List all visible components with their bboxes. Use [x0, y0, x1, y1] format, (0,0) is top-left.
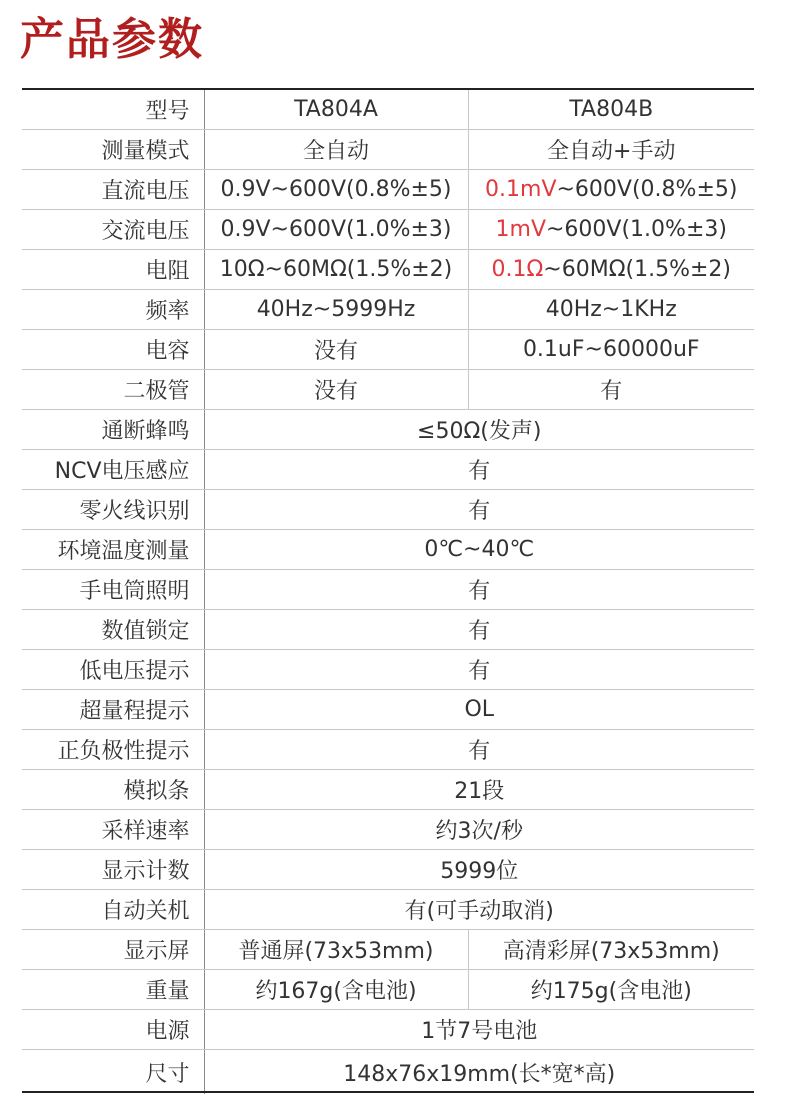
model-b-value — [468, 170, 754, 210]
table-row — [22, 770, 754, 810]
table-row — [22, 1010, 754, 1050]
row-label: 二极管 — [22, 370, 204, 410]
table-row — [22, 450, 754, 490]
table-row — [22, 730, 754, 770]
row-label: 显示屏 — [22, 930, 204, 970]
table-row — [22, 170, 754, 210]
table-row — [22, 650, 754, 690]
table-row — [22, 410, 754, 450]
row-label: 正负极性提示 — [22, 730, 204, 770]
page-title: 产品参数 — [20, 14, 204, 65]
table-row — [22, 1050, 754, 1095]
row-label: 自动关机 — [22, 890, 204, 930]
model-a-header: TA804A — [204, 90, 468, 130]
table-row — [22, 690, 754, 730]
row-label: 电容 — [22, 330, 204, 370]
model-b-value: 有 — [468, 370, 754, 410]
row-label: 数值锁定 — [22, 610, 204, 650]
shared-value: ≤50Ω(发声) — [204, 410, 754, 450]
highlight-text: 0.1Ω — [491, 257, 544, 282]
model-b-header: TA804B — [468, 90, 754, 130]
shared-value: 有(可手动取消) — [204, 890, 754, 930]
model-b-value — [468, 210, 754, 250]
row-label: 型号 — [22, 90, 204, 130]
table-row — [22, 250, 754, 290]
table-row — [22, 370, 754, 410]
model-a-value: 普通屏(73x53mm) — [204, 930, 468, 970]
shared-value: 有 — [204, 650, 754, 690]
table-row — [22, 970, 754, 1010]
value-text: ~600V(0.8%±5) — [556, 177, 738, 202]
table-row — [22, 810, 754, 850]
table-row — [22, 570, 754, 610]
model-a-value: 没有 — [204, 330, 468, 370]
value-text: ~60MΩ(1.5%±2) — [543, 257, 732, 282]
model-a-value: 40Hz~5999Hz — [204, 290, 468, 330]
table-row — [22, 290, 754, 330]
table-row — [22, 890, 754, 930]
params-table — [22, 90, 754, 1094]
shared-value: 0℃~40℃ — [204, 530, 754, 570]
shared-value: 有 — [204, 490, 754, 530]
model-b-value: 高清彩屏(73x53mm) — [468, 930, 754, 970]
shared-value: 5999位 — [204, 850, 754, 890]
row-label: 采样速率 — [22, 810, 204, 850]
model-b-value: 全自动+手动 — [468, 130, 754, 170]
row-label: 测量模式 — [22, 130, 204, 170]
highlight-text: 0.1mV — [485, 177, 557, 202]
value-text: ~600V(1.0%±3) — [546, 217, 727, 242]
row-label: 通断蜂鸣 — [22, 410, 204, 450]
shared-value: 1节7号电池 — [204, 1010, 754, 1050]
table-bottom-rule — [22, 1091, 754, 1093]
model-a-value: 没有 — [204, 370, 468, 410]
shared-value: 有 — [204, 730, 754, 770]
table-row — [22, 130, 754, 170]
model-a-value: 10Ω~60MΩ(1.5%±2) — [204, 250, 468, 290]
shared-value: 有 — [204, 450, 754, 490]
row-label: 显示计数 — [22, 850, 204, 890]
model-a-value: 0.9V~600V(1.0%±3) — [204, 210, 468, 250]
row-label: 尺寸 — [22, 1050, 204, 1095]
row-label: 交流电压 — [22, 210, 204, 250]
model-b-value — [468, 250, 754, 290]
shared-value: 约3次/秒 — [204, 810, 754, 850]
row-label: 重量 — [22, 970, 204, 1010]
table-row — [22, 210, 754, 250]
row-label: 直流电压 — [22, 170, 204, 210]
row-label: 电阻 — [22, 250, 204, 290]
table-header-row — [22, 90, 754, 130]
table-row — [22, 850, 754, 890]
row-label: 零火线识别 — [22, 490, 204, 530]
shared-value: 有 — [204, 610, 754, 650]
row-label: 频率 — [22, 290, 204, 330]
model-b-value: 0.1uF~60000uF — [468, 330, 754, 370]
row-label: 超量程提示 — [22, 690, 204, 730]
table-row — [22, 610, 754, 650]
table-row — [22, 490, 754, 530]
shared-value: OL — [204, 690, 754, 730]
row-label: 环境温度测量 — [22, 530, 204, 570]
row-label: 低电压提示 — [22, 650, 204, 690]
model-b-value: 约175g(含电池) — [468, 970, 754, 1010]
model-a-value: 0.9V~600V(0.8%±5) — [204, 170, 468, 210]
model-b-value: 40Hz~1KHz — [468, 290, 754, 330]
table-row — [22, 330, 754, 370]
row-label: 模拟条 — [22, 770, 204, 810]
model-a-value: 全自动 — [204, 130, 468, 170]
shared-value: 21段 — [204, 770, 754, 810]
shared-value: 148x76x19mm(长*宽*高) — [343, 1061, 616, 1087]
model-a-value: 约167g(含电池) — [204, 970, 468, 1010]
row-label: 电源 — [22, 1010, 204, 1050]
row-label: 手电筒照明 — [22, 570, 204, 610]
row-label: NCV电压感应 — [22, 450, 204, 490]
highlight-text: 1mV — [495, 217, 546, 242]
table-row — [22, 530, 754, 570]
table-row — [22, 930, 754, 970]
shared-value: 有 — [204, 570, 754, 610]
